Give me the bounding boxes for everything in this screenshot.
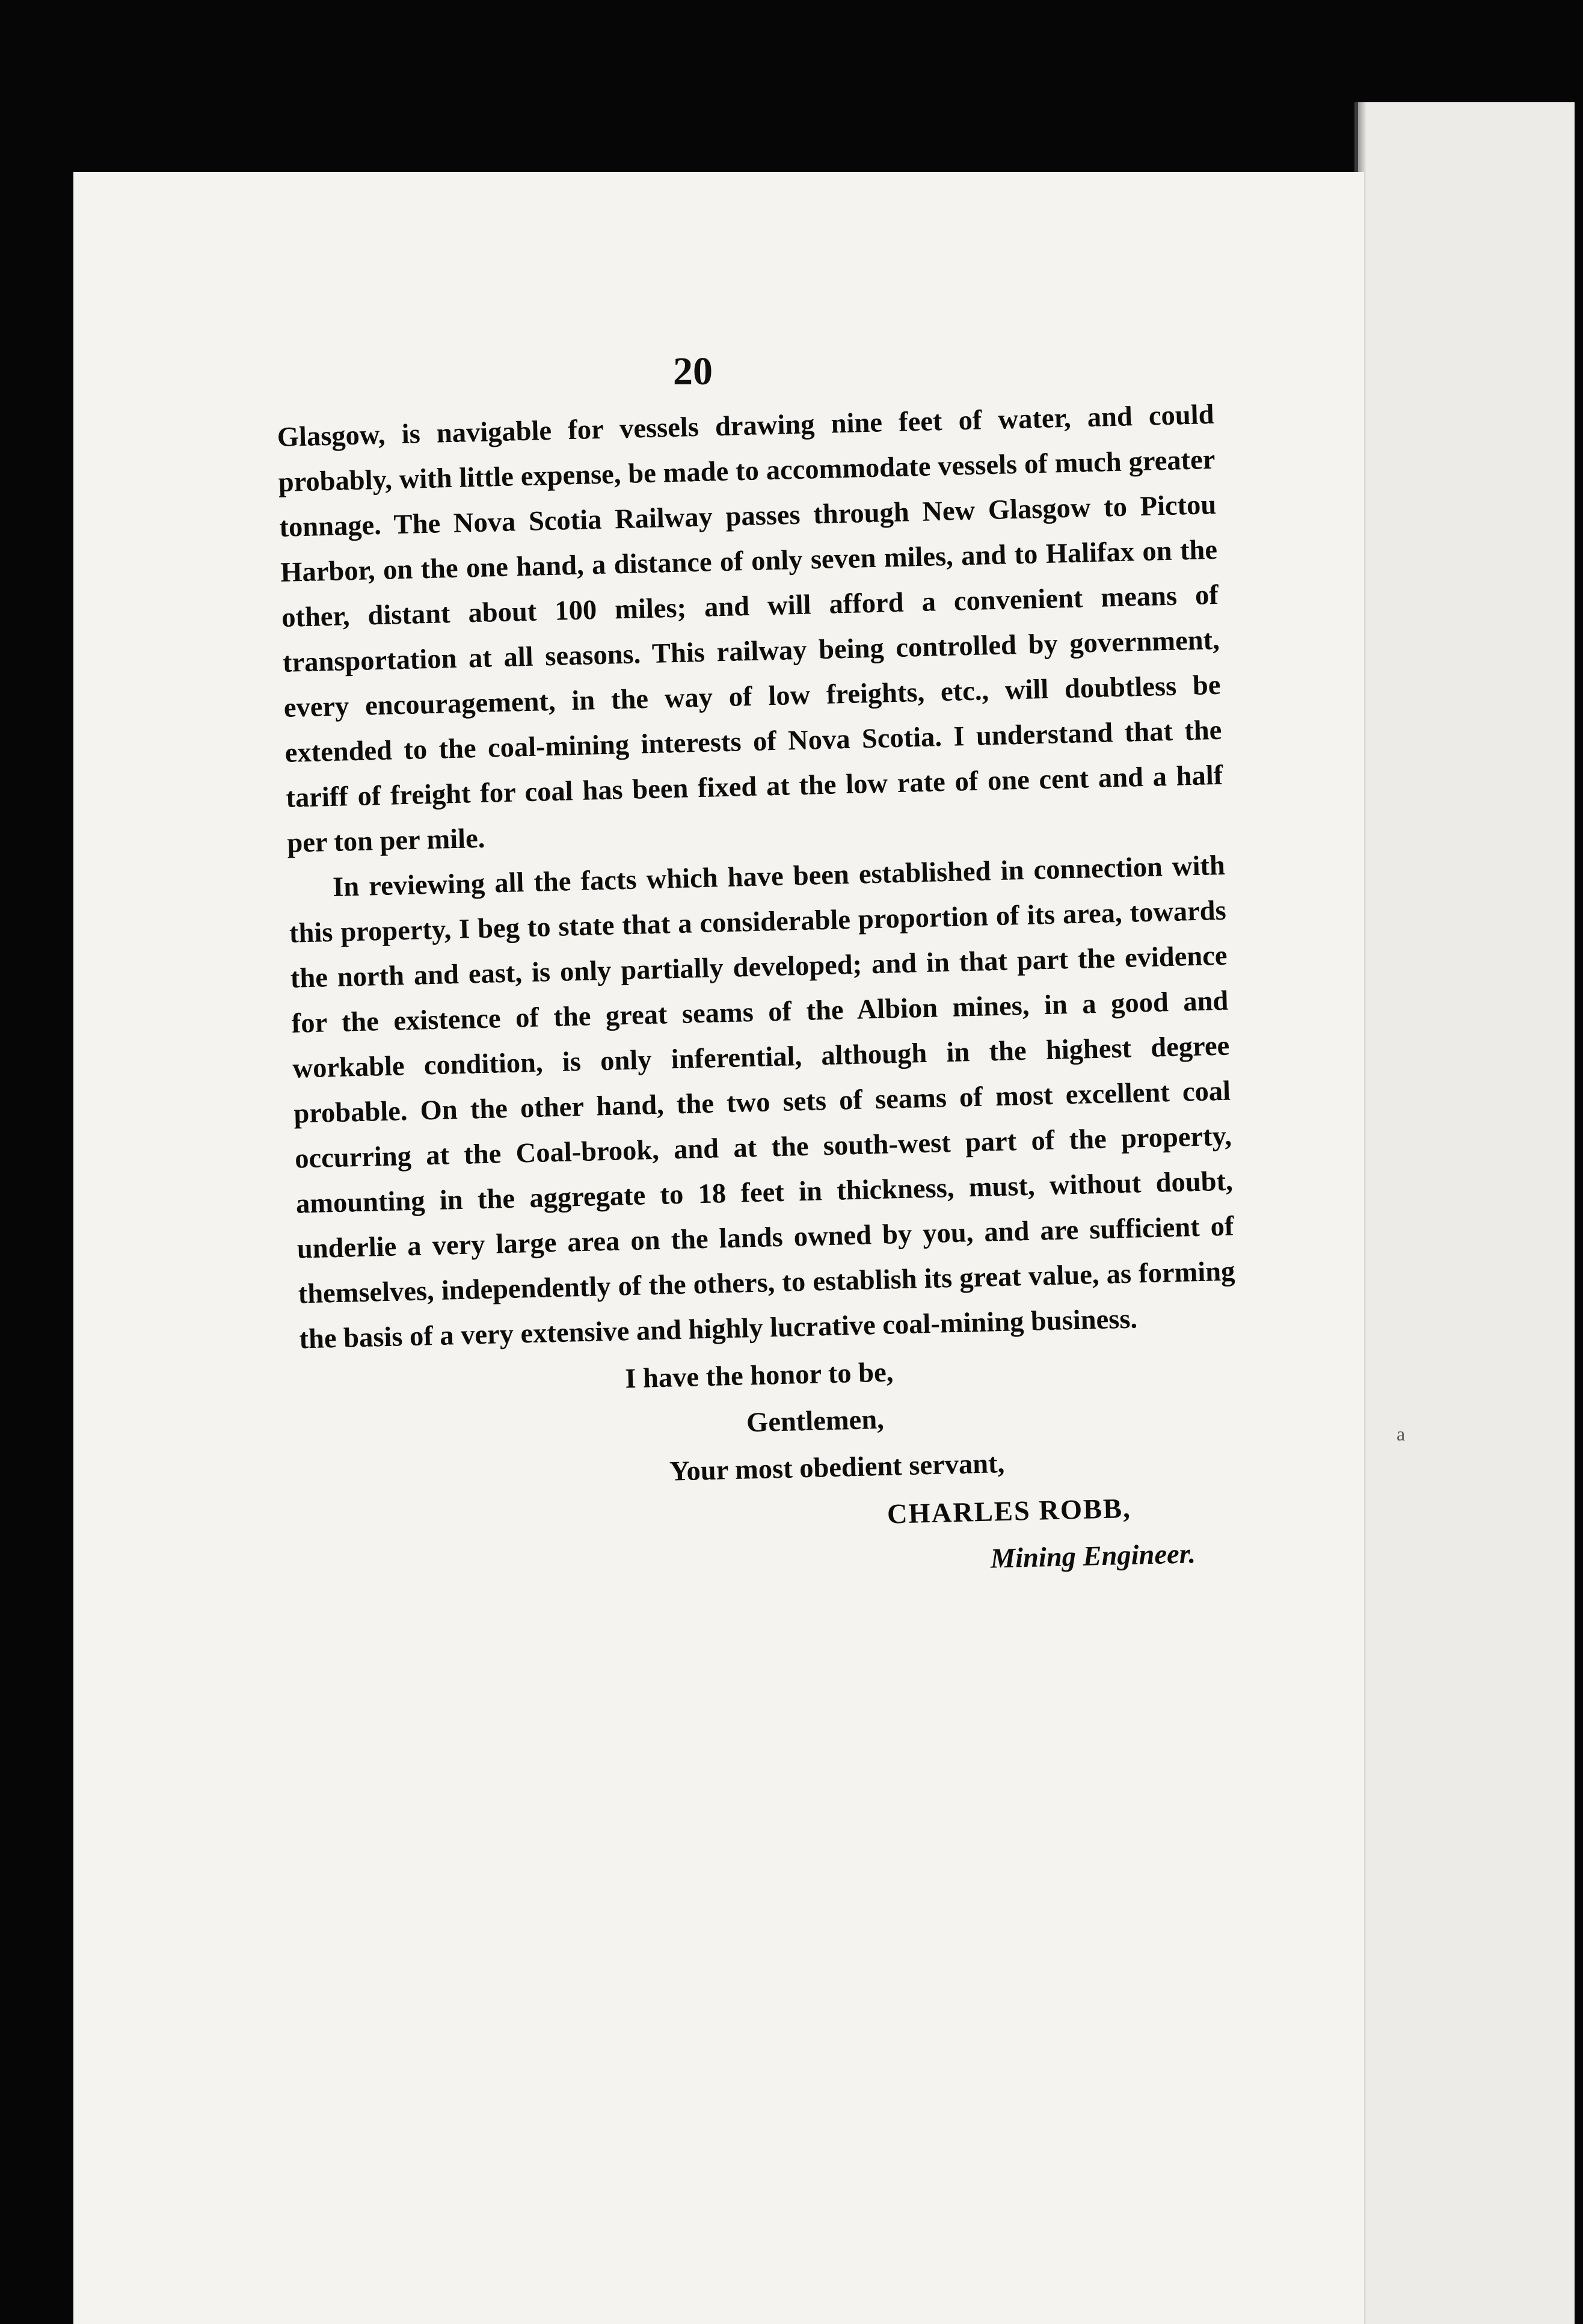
letter-closing bbox=[300, 1341, 1243, 1605]
facing-page-mark: a bbox=[1397, 1423, 1406, 1445]
facing-page bbox=[1354, 102, 1575, 2324]
closing-salutation: Gentlemen, bbox=[746, 1404, 885, 1439]
signature-title: Mining Engineer. bbox=[990, 1539, 1196, 1575]
paragraph-transportation: Glasgow, is navigable for vessels drawing nine feet of water, and could probably, with little expense, be made to accommodate vessels of much greater tonnage. The Nova Scotia Railway passes through New Glasgow to Pictou Harbor, on the one hand, a distance of only seven miles, and to Halifax on the other, distant about 100 miles; and will afford a convenient means of transportation at all seasons. This railway being controlled by government, every encouragement, in the way of low freights, etc., will doubtless be extended to the coal-mining interests of Nova Scotia. I understand that the tariff of freight for coal has been fixed at the low rate of one cent and a half per ton per mile. bbox=[277, 399, 1223, 859]
page-number: 20 bbox=[673, 349, 713, 393]
paragraph-review: In reviewing all the facts which have been established in connection with this property, I beg to state that a considerable proportion of its area, towards the north and east, is only partially developed; and in that part the evidence for the existence of the great seams of the Albion mines, in a good and workable condition, is only inferential, although in the highest degree probable. On the other hand, the two sets of seams of most excellent coal occurring at the Coal-brook, and at the south-west part of the property, amounting in the aggregate to 18 feet in thickness, must, without doubt, underlie a very large area on the lands owned by you, and are sufficient of themselves, independently of the others, to establish its great value, as forming the basis of a very extensive and highly lucrative coal-mining business. bbox=[289, 850, 1235, 1355]
letter-body bbox=[277, 392, 1243, 1605]
closing-servant-line: Your most obedient servant, bbox=[669, 1448, 1005, 1487]
closing-honor-line: I have the honor to be, bbox=[624, 1357, 894, 1395]
signature-name: CHARLES ROBB, bbox=[887, 1493, 1132, 1530]
